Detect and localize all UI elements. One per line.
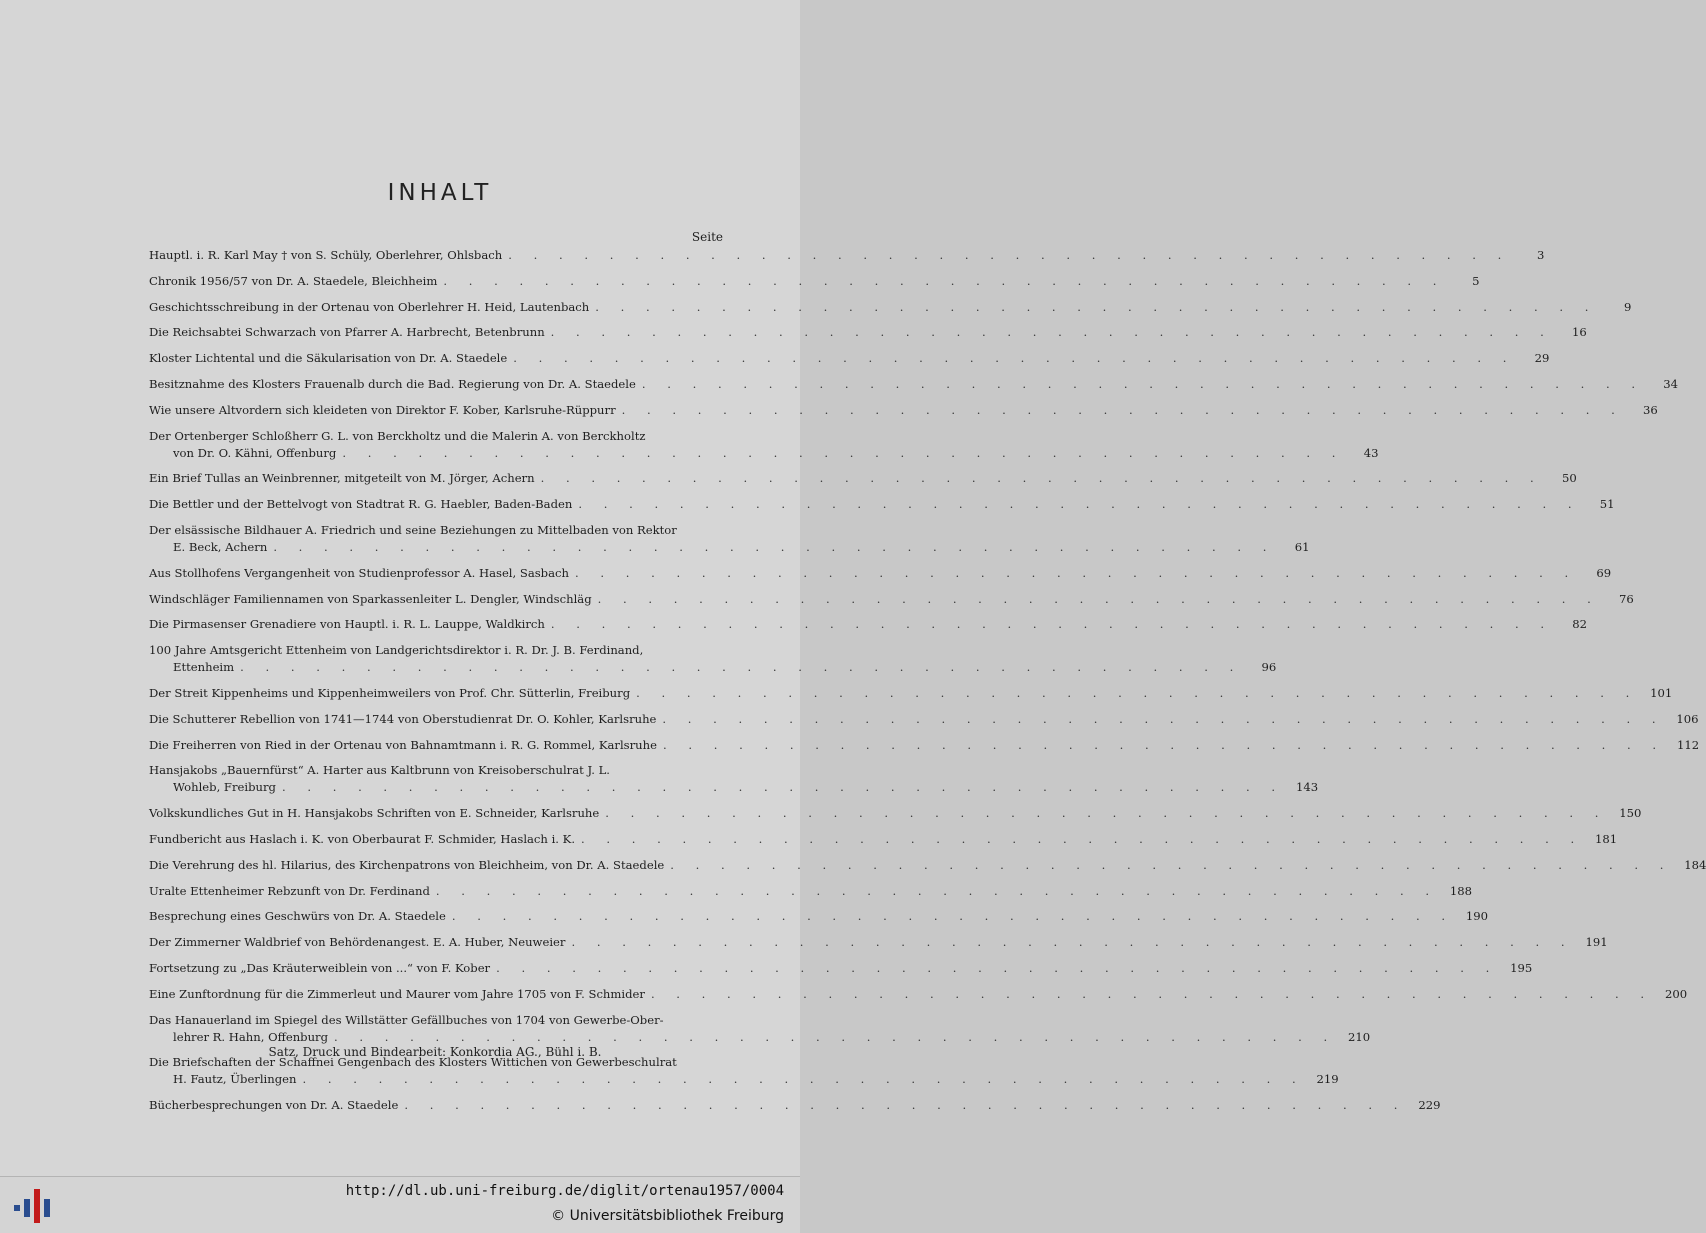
toc-entry-title: Chronik 1956/57 von Dr. A. Staedele, Bleichheim	[149, 273, 438, 288]
toc-entry-page: 82	[1572, 617, 1588, 632]
dot-leader: . . . . . . . . . . . . . . . . . . . . . . . . . . . . . . . . . . . . . . . .	[513, 351, 1516, 366]
toc-entry-title: 100 Jahre Amtsgericht Ettenheim von Landgerichtsdirektor i. R. Dr. J. B. Ferdinand,	[149, 643, 644, 658]
toc-entry-page: 184	[1684, 857, 1706, 872]
toc-entry	[149, 1097, 1441, 1114]
toc-entry-page: 190	[1465, 909, 1489, 924]
toc-entry	[149, 857, 1706, 874]
toc-entry	[149, 711, 1699, 728]
toc-entry-title: Aus Stollhofens Vergangenheit von Studienprofessor A. Hasel, Sasbach	[149, 565, 569, 580]
dot-leader: . . . . . . . . . . . . . . . . . . . . . . . . . . . . . . . . . . . . . . . .	[508, 248, 1511, 262]
toc-entry-title: Die Bettler und der Bettelvogt von Stadtrat R. G. Haebler, Baden-Baden	[149, 497, 573, 512]
toc-entry-page: 96	[1261, 660, 1277, 675]
toc-entry-page: 200	[1664, 986, 1688, 1001]
dot-leader: . . . . . . . . . . . . . . . . . . . . . . . . . . . . . . . . . . . . . . . .	[650, 986, 1654, 1001]
toc-entry-title: Die Schutterer Rebellion von 1741—1744 von Oberstudienrat Dr. O. Kohler, Karlsruhe	[149, 711, 657, 726]
toc-entry-page: 43	[1363, 445, 1379, 460]
toc-entry-title: Wie unsere Altvordern sich kleideten von Direktor F. Kober, Karlsruhe-Rüppurr	[149, 402, 616, 417]
toc-entry-page: 3	[1536, 248, 1545, 262]
dot-leader: . . . . . . . . . . . . . . . . . . . . . . . . . . . . . . . . . . . . . . . .	[578, 497, 1581, 512]
dot-leader: . . . . . . . . . . . . . . . . . . . . . . . . . . . . . . . . . . . . . . . .	[550, 325, 1553, 340]
toc-entry-page: 69	[1596, 565, 1612, 580]
toc-entry-page: 5	[1472, 273, 1480, 288]
dot-leader: . . . . . . . . . . . . . . . . . . . . . . . . . . . . . . . . . . . . . . . .	[281, 780, 1285, 795]
imprint-note: Satz, Druck und Bindearbeit: Konkordia AG., Bühl i. B.	[268, 1045, 602, 1059]
toc-entry-title: Der elsässische Bildhauer A. Friedrich und seine Beziehungen zu Mittelbaden von Rektor	[149, 522, 677, 537]
library-logo-icon	[14, 1185, 54, 1227]
toc-entry-page: 9	[1624, 299, 1632, 314]
dot-leader: . . . . . . . . . . . . . . . . . . . . . . . . . . . . . . . . . . . . . . . .	[636, 685, 1639, 700]
toc-entry-title: Der Streit Kippenheims und Kippenheimweilers von Prof. Chr. Sütterlin, Freiburg	[149, 685, 631, 700]
toc-entry-title: Bücherbesprechungen von Dr. A. Staedele	[149, 1098, 399, 1113]
toc-entry	[149, 1054, 1339, 1088]
toc-entry-page: 51	[1599, 497, 1615, 512]
toc-entry	[149, 762, 1319, 796]
dot-leader: . . . . . . . . . . . . . . . . . . . . . . . . . . . . . . . . . . . . . . . .	[240, 660, 1243, 675]
toc-entry-title: Ettenheim	[173, 660, 235, 675]
toc-entry	[149, 247, 1545, 264]
toc-entry-page: 76	[1619, 591, 1634, 606]
page-column-label: Seite	[691, 230, 723, 244]
toc-entry-title: Kloster Lichtental und die Säkularisation von Dr. A. Staedele	[149, 351, 508, 366]
toc-entry-page: 50	[1561, 471, 1577, 486]
toc-entry-title: Fortsetzung zu „Das Kräuterweiblein von ...“ von F. Kober	[149, 960, 491, 975]
toc-entry-title: Geschichtsschreibung in der Ortenau von Oberlehrer H. Heid, Lautenbach	[149, 299, 590, 314]
viewer-footer	[0, 1176, 800, 1233]
toc-entry-page: 181	[1595, 831, 1618, 846]
toc-entry	[149, 831, 1618, 848]
dot-leader: . . . . . . . . . . . . . . . . . . . . . . . . . . . . . . . . . . . . . . . .	[597, 591, 1600, 606]
toc-entry-title: Hansjakobs „Bauernfürst“ A. Harter aus Kaltbrunn von Kreisoberschulrat J. L.	[149, 763, 610, 778]
toc-entry-title: Die Freiherren von Ried in der Ortenau von Bahnamtmann i. R. G. Rommel, Karlsruhe	[149, 737, 657, 752]
source-url-link[interactable]: http://dl.ub.uni-freiburg.de/diglit/ortenau1957/0004	[345, 1183, 784, 1199]
dot-leader: . . . . . . . . . . . . . . . . . . . . . . . . . . . . . . . . . . . . . . . .	[595, 299, 1598, 314]
toc-entry	[149, 685, 1673, 702]
toc-entry	[149, 565, 1612, 582]
toc-entry-page: 210	[1348, 1029, 1371, 1044]
dot-leader: . . . . . . . . . . . . . . . . . . . . . . . . . . . . . . . . . . . . . . . .	[404, 1098, 1407, 1113]
toc-entry-page: 188	[1449, 883, 1473, 898]
toc-entry-title: lehrer R. Hahn, Offenburg	[173, 1029, 329, 1044]
toc-entry	[149, 428, 1379, 462]
toc-entry	[149, 376, 1678, 393]
toc-entry-page: 229	[1418, 1098, 1441, 1113]
toc-entry-page: 191	[1585, 935, 1608, 950]
dot-leader: . . . . . . . . . . . . . . . . . . . . . . . . . . . . . . . . . . . . . . . .	[550, 617, 1554, 632]
toc-entry-page: 219	[1316, 1072, 1339, 1087]
toc-entry	[149, 299, 1632, 316]
toc-entry-title: Der Zimmerner Waldbrief von Behördenangest. E. A. Huber, Neuweier	[149, 935, 566, 950]
dot-leader: . . . . . . . . . . . . . . . . . . . . . . . . . . . . . . . . . . . . . . . .	[302, 1072, 1305, 1087]
toc-entry-page: 29	[1534, 351, 1550, 366]
toc-entry-title: Eine Zunftordnung für die Zimmerleut und Maurer vom Jahre 1705 von F. Schmider	[149, 986, 645, 1001]
toc-entry-page: 16	[1572, 325, 1587, 340]
toc-entry	[149, 986, 1688, 1003]
toc-entry	[149, 522, 1310, 556]
toc-entry	[149, 496, 1615, 513]
toc-entry	[149, 960, 1533, 977]
toc-entry-title: von Dr. O. Kähni, Offenburg	[173, 445, 337, 460]
toc-entry	[149, 350, 1550, 367]
toc-entry-title: E. Beck, Achern	[173, 539, 268, 554]
toc-entry-page: 106	[1676, 711, 1699, 726]
toc-entry	[149, 908, 1489, 925]
toc-entry-page: 101	[1650, 685, 1673, 700]
toc-entry-title: Die Reichsabtei Schwarzach von Pfarrer A. Harbrecht, Betenbrunn	[149, 325, 545, 340]
toc-entry	[149, 324, 1587, 341]
dot-leader: . . . . . . . . . . . . . . . . . . . . . . . . . . . . . . . . . . . . . . . .	[605, 806, 1608, 821]
toc-entry	[149, 883, 1473, 900]
dot-leader: . . . . . . . . . . . . . . . . . . . . . . . . . . . . . . . . . . . . . . . .	[581, 831, 1584, 846]
dot-leader: . . . . . . . . . . . . . . . . . . . . . . . . . . . . . . . . . . . . . . . .	[574, 565, 1578, 580]
toc-entry-page: 112	[1676, 737, 1700, 752]
toc-entry-title: Die Pirmasenser Grenadiere von Hauptl. i. R. L. Lauppe, Waldkirch	[149, 617, 545, 632]
toc-entry-title: Volkskundliches Gut in H. Hansjakobs Schriften von E. Schneider, Karlsruhe	[149, 806, 600, 821]
page-title: INHALT	[387, 180, 493, 206]
toc-entry-title: Die Briefschaften der Schaffnei Gengenbach des Klosters Wittichen von Gewerbeschulrat	[149, 1055, 677, 1070]
dot-leader: . . . . . . . . . . . . . . . . . . . . . . . . . . . . . . . . . . . . . . . .	[571, 935, 1574, 950]
toc-entry-title: Ein Brief Tullas an Weinbrenner, mitgeteilt von M. Jörger, Achern	[149, 471, 535, 486]
dot-leader: . . . . . . . . . . . . . . . . . . . . . . . . . . . . . . . . . . . . . . . .	[334, 1029, 1337, 1044]
dot-leader: . . . . . . . . . . . . . . . . . . . . . . . . . . . . . . . . . . . . . . . .	[662, 711, 1665, 726]
toc-entry-page: 36	[1642, 402, 1658, 417]
toc-entry-title: Die Verehrung des hl. Hilarius, des Kirchenpatrons von Bleichheim, von Dr. A. Staedele	[149, 857, 665, 872]
toc-entry	[149, 616, 1588, 633]
toc-entry-page: 61	[1294, 539, 1310, 554]
dot-leader: . . . . . . . . . . . . . . . . . . . . . . . . . . . . . . . . . . . . . . . .	[621, 402, 1624, 417]
toc-entry-page: 195	[1510, 960, 1533, 975]
toc-entry-title: Besitznahme des Klosters Frauenalb durch die Bad. Regierung von Dr. A. Staedele	[149, 376, 636, 391]
dot-leader: . . . . . . . . . . . . . . . . . . . . . . . . . . . . . . . . . . . . . . . .	[496, 960, 1499, 975]
toc-entry-page: 150	[1619, 806, 1642, 821]
toc-entry-title: Fundbericht aus Haslach i. K. von Oberbaurat F. Schmider, Haslach i. K.	[149, 831, 576, 846]
table-of-contents	[149, 247, 1706, 1123]
toc-entry-title: Der Ortenberger Schloßherr G. L. von Berckholtz und die Malerin A. von Berckholtz	[149, 428, 646, 443]
dot-leader: . . . . . . . . . . . . . . . . . . . . . . . . . . . . . . . . . . . . . . . .	[273, 539, 1276, 554]
toc-entry	[149, 934, 1608, 951]
toc-entry-title: Das Hanauerland im Spiegel des Willstätter Gefällbuches von 1704 von Gewerbe-Ober-	[149, 1012, 664, 1027]
dot-leader: . . . . . . . . . . . . . . . . . . . . . . . . . . . . . . . . . . . . . . . .	[662, 737, 1666, 752]
toc-entry-title: Windschläger Familiennamen von Sparkassenleiter L. Dengler, Windschläg	[149, 591, 592, 606]
toc-entry-title: Uralte Ettenheimer Rebzunft von Dr. Ferdinand	[149, 883, 430, 898]
toc-entry	[149, 805, 1642, 822]
toc-entry	[149, 470, 1577, 487]
toc-entry	[149, 737, 1700, 754]
dot-leader: . . . . . . . . . . . . . . . . . . . . . . . . . . . . . . . . . . . . . . . .	[540, 471, 1543, 486]
toc-entry-title: Hauptl. i. R. Karl May † von S. Schüly, Oberlehrer, Ohlsbach	[149, 248, 503, 262]
dot-leader: . . . . . . . . . . . . . . . . . . . . . . . . . . . . . . . . . . . . . . . .	[435, 883, 1439, 898]
toc-entry	[149, 642, 1277, 676]
toc-entry	[149, 591, 1634, 608]
dot-leader: . . . . . . . . . . . . . . . . . . . . . . . . . . . . . . . . . . . . . . . .	[670, 857, 1673, 872]
toc-entry-title: H. Fautz, Überlingen	[173, 1072, 297, 1087]
toc-entry	[149, 1012, 1371, 1046]
toc-entry	[149, 402, 1658, 419]
toc-entry	[149, 273, 1480, 290]
toc-entry-title: Wohleb, Freiburg	[173, 780, 276, 795]
dot-leader: . . . . . . . . . . . . . . . . . . . . . . . . . . . . . . . . . . . . . . . .	[342, 445, 1345, 460]
dot-leader: . . . . . . . . . . . . . . . . . . . . . . . . . . . . . . . . . . . . . . . .	[451, 909, 1455, 924]
toc-entry-page: 34	[1663, 376, 1678, 391]
toc-entry-page: 143	[1295, 780, 1319, 795]
dot-leader: . . . . . . . . . . . . . . . . . . . . . . . . . . . . . . . . . . . . . . . .	[443, 273, 1446, 288]
toc-entry-title: Besprechung eines Geschwürs von Dr. A. Staedele	[149, 909, 446, 924]
copyright-notice: © Universitätsbibliothek Freiburg	[551, 1208, 784, 1224]
dot-leader: . . . . . . . . . . . . . . . . . . . . . . . . . . . . . . . . . . . . . . . .	[641, 376, 1644, 391]
